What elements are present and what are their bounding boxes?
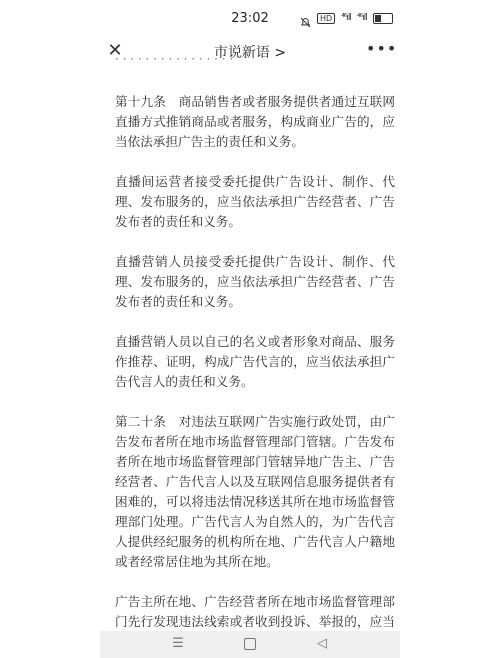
status-icons [300, 12, 393, 24]
article-paragraph: 第十九条 商品销售者或者服务提供者通过互联网直播方式推销商品或者服务，构成商业广告的，应当依法承担广告主的责任和义务。 [115, 94, 395, 149]
mute-icon [300, 13, 311, 24]
article-paragraph: 直播营销人员以自己的名义或者形象对商品、服务作推荐、证明，构成广告代言的，应当依法承担广告代言人的责任和义务。 [115, 334, 395, 389]
status-bar [0, 0, 500, 36]
article-body[interactable] [115, 58, 395, 630]
battery-icon [373, 13, 393, 24]
article-paragraph: 广告主所在地、广告经营者所在地市场监督管理部门先行发现违法线索或者收到投诉、举报的，应当 [115, 594, 395, 629]
article-paragraph: 第二十条 对违法互联网广告实施行政处罚，由广告发布者所在地市场监督管理部门管辖。广告发布者所在地市场监督管理部门管辖异地广告主、广告经营者、广告代言人以及互联网信息服务提供者有困难的，可以将违法情况移送其所在地市场监督管理部门处理。广告代言人为自然人的，为广告代言人提供经纪服务的机构所在地、广告代言人户籍地或者经常居住地为其所在地。 [115, 414, 395, 569]
signal-icon: ⁴⁶ıll [356, 13, 367, 23]
home-icon[interactable] [242, 636, 258, 652]
article-paragraph: 直播间运营者接受委托提供广告设计、制作、代理、发布服务的，应当依法承担广告经营者、广告发布者的责任和义务。 [115, 174, 395, 229]
cut-off-line [115, 58, 395, 63]
close-icon[interactable]: ✕ [107, 40, 123, 61]
signal-icon: ⁴⁶ıll [341, 13, 351, 23]
hd-icon: HD [317, 13, 335, 24]
menu-icon[interactable]: ☰ [172, 636, 184, 651]
article-paragraph: 直播营销人员接受委托提供广告设计、制作、代理、发布服务的，应当依法承担广告经营者、广告发布者的责任和义务。 [115, 254, 395, 309]
system-nav-bar [100, 631, 400, 658]
more-icon[interactable]: ••• [366, 39, 398, 58]
status-time: 23:02 [231, 11, 269, 26]
back-icon[interactable]: ◁ [317, 636, 327, 651]
page-title[interactable]: 市说新语 > [213, 45, 287, 61]
